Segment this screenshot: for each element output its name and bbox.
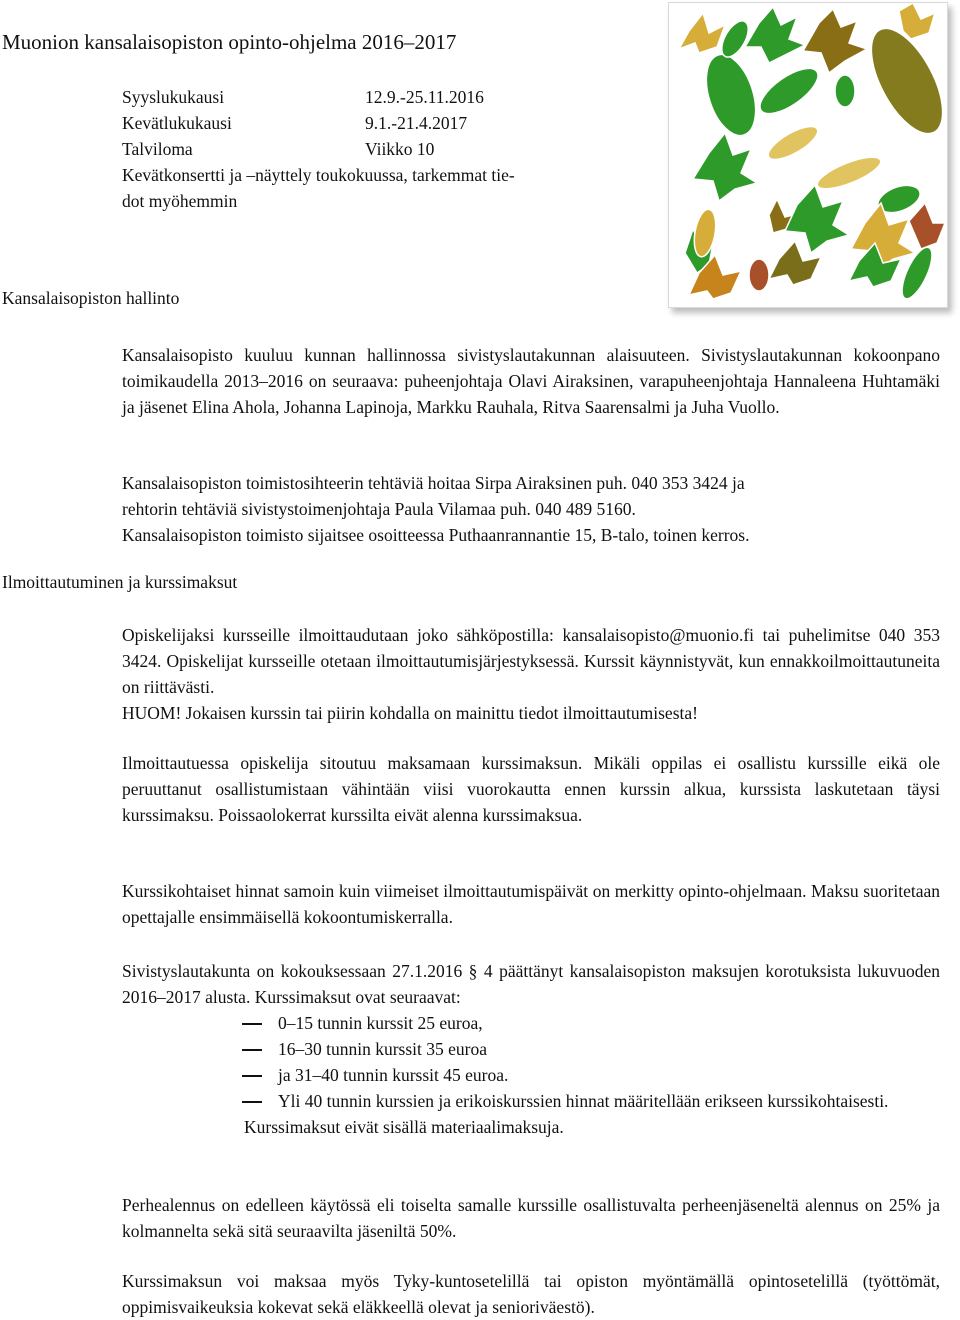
concert-line-2: dot myöhemmin bbox=[122, 191, 238, 211]
schedule-row-spring: Kevätlukukausi 9.1.-21.4.2017 bbox=[122, 113, 468, 133]
fee-list bbox=[122, 1010, 940, 1140]
fee-item: ja 31–40 tunnin kurssit 45 euroa. bbox=[278, 1065, 509, 1085]
section-heading-admin: Kansalaisopiston hallinto bbox=[2, 288, 180, 308]
fee-item: Yli 40 tunnin kurssien ja erikoiskurssien hinnat määritellään erikseen kurssikohtaisesti. bbox=[278, 1091, 889, 1111]
enroll-paragraph-2: Ilmoittautuessa opiskelija sitoutuu maksamaan kurssimaksun. Mikäli oppilas ei osallistu kurssille eikä ole peruuttanut osallistumistaan vähintään viisi vuorokautta ennen kurssin alkua, kurssista laskutetaan täysi kurssimaksu. Poissaolokerrat kurssilta eivät alenna kurssimaksua. bbox=[122, 753, 940, 825]
schedule-row-autumn: Syyslukukausi 12.9.-25.11.2016 bbox=[122, 87, 484, 107]
huom-note: HUOM! Jokaisen kurssin tai piirin kohdalla on mainittu tiedot ilmoittautumisesta! bbox=[122, 703, 698, 723]
section-heading-enrollment: Ilmoittautuminen ja kurssimaksut bbox=[2, 572, 238, 592]
admin-paragraph-2: Kansalaisopiston toimistosihteerin tehtäviä hoitaa Sirpa Airaksinen puh. 040 353 3424 ja rehtorin tehtäviä sivistystoimenjohtaja Paula Vilamaa puh. 040 489 5160. Kansalaisopiston toimisto sijaitsee osoitteessa Puthaanrannantie 15, B-talo, toinen kerros. bbox=[122, 473, 750, 545]
fee-item: 16–30 tunnin kurssit 35 euroa bbox=[278, 1039, 488, 1059]
enroll-paragraph-1: Opiskelijaksi kursseille ilmoittaudutaan joko sähköpostilla: kansalaisopisto@muonio.fi tai puhelimitse 040 353 3424. Opiskelijat kursseille otetaan ilmoittautumisjärjestyksessä. Kurssit käynnistyvät, kun ennakkoilmoittautuneita on riittävästi. HUOM! Jokaisen kurssin tai piirin kohdalla on mainittu tiedot ilmoittautumisesta! bbox=[122, 622, 940, 726]
enroll-paragraph-3: Kurssikohtaiset hinnat samoin kuin viimeiset ilmoittautumispäivät on merkitty opinto-ohjelmaan. Maksu suoritetaan opettajalle ensimmäisellä kokoontumiskerralla. bbox=[122, 881, 940, 927]
enroll-paragraph-6: Kurssimaksun voi maksaa myös Tyky-kuntosetelillä tai opiston myöntämällä opintosetelillä (työttömät, oppimisvaikeuksia kokevat sekä eläkkeellä olevat ja senioriväestö). bbox=[122, 1271, 940, 1317]
enroll-paragraph-4: Sivistyslautakunta on kokouksessaan 27.1.2016 § 4 päättänyt kansalaisopiston maksujen korotuksista lukuvuoden 2016–2017 alusta. Kurssimaksut ovat seuraavat: bbox=[122, 961, 940, 1007]
fees-note: Kurssimaksut eivät sisällä materiaalimaksuja. bbox=[244, 1117, 564, 1137]
concert-line-1: Kevätkonsertti ja –näyttely toukokuussa, tarkemmat tie- bbox=[122, 165, 515, 185]
fee-item: 0–15 tunnin kurssit 25 euroa, bbox=[278, 1013, 483, 1033]
enroll-paragraph-5: Perhealennus on edelleen käytössä eli toiselta samalle kurssille osallistuvalta perheenjäseneltä alennus on 25% ja kolmannelta sekä sitä seuraavilta jäseniltä 50%. bbox=[122, 1195, 940, 1241]
schedule-row-winter-break: Talviloma Viikko 10 bbox=[122, 139, 435, 159]
schedule-block bbox=[122, 84, 515, 214]
admin-paragraph-1: Kansalaisopisto kuuluu kunnan hallinnossa sivistyslautakunnan alaisuuteen. Sivistyslautakunnan kokoonpano toimikaudella 2013–2016 on seuraava: puheenjohtaja Olavi Airaksinen, varapuheenjohtaja Hannaleena Huhtamäki ja jäsenet Elina Ahola, Johanna Lapinoja, Markku Rauhala, Ritva Saarensalmi ja Juha Vuollo. bbox=[122, 345, 940, 417]
page-title: Muonion kansalaisopiston opinto-ohjelma 2016–2017 bbox=[2, 30, 457, 54]
autumn-leaves-image bbox=[668, 2, 948, 308]
